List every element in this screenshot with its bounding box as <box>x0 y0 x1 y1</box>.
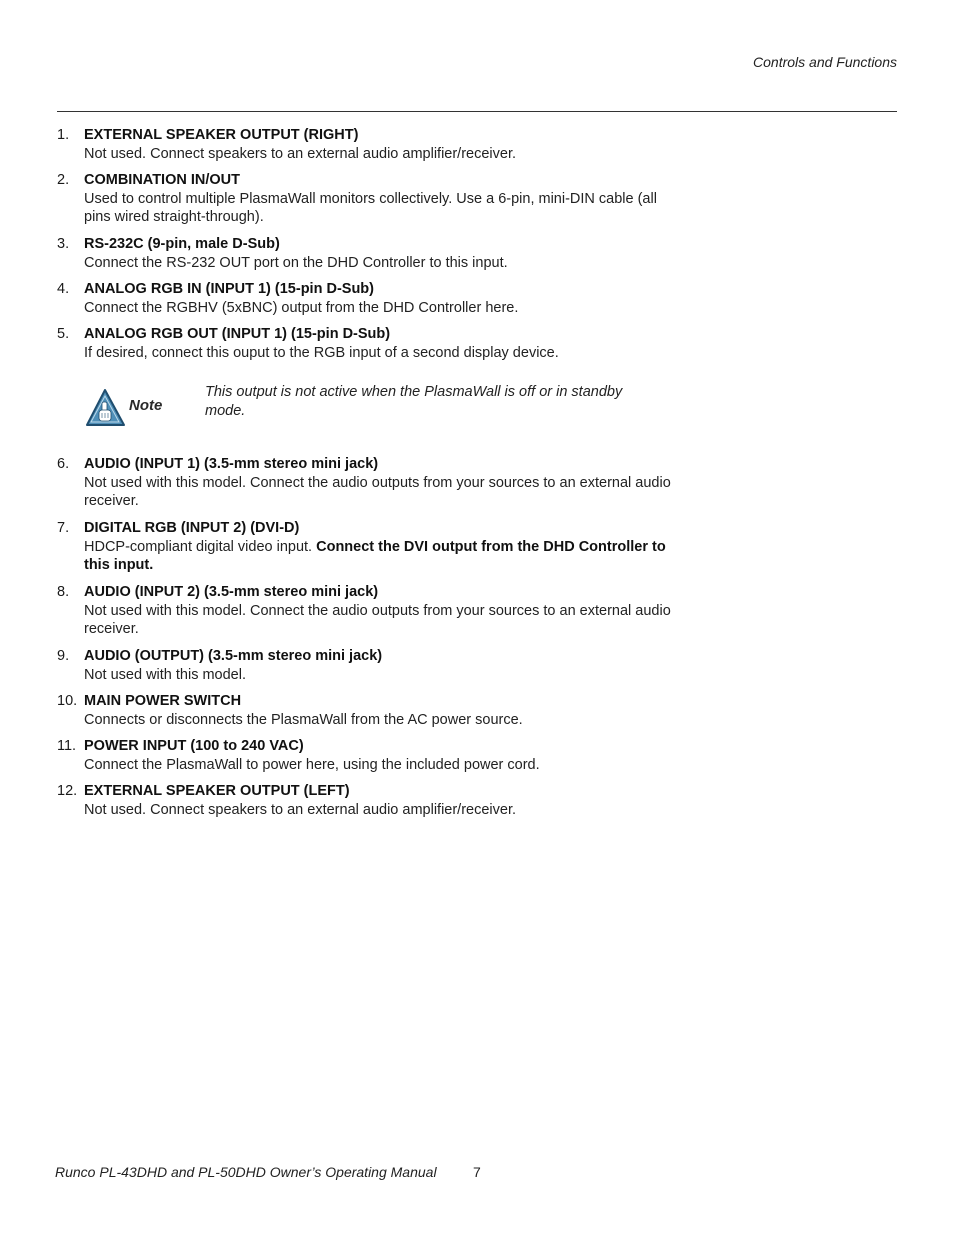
note-label: Note <box>129 397 163 414</box>
footer-manual-title: Runco PL-43DHD and PL-50DHD Owner’s Operating Manual <box>55 1164 437 1180</box>
item-description: Connect the RGBHV (5xBNC) output from the DHD Controller here. <box>84 299 519 316</box>
item-description: Not used. Connect speakers to an external audio amplifier/receiver. <box>84 801 517 818</box>
list-item <box>57 737 677 774</box>
item-description: Not used with this model. <box>84 666 246 683</box>
item-heading: ANALOG RGB OUT (INPUT 1) (15-pin D-Sub) <box>84 326 391 342</box>
list-item <box>57 647 677 684</box>
item-description-emphasis: Connect the DVI output from the DHD Controller to this input. <box>84 538 666 573</box>
item-heading: RS-232C (9-pin, male D-Sub) <box>84 236 280 252</box>
item-description: Used to control multiple PlasmaWall monitors collectively. Use a 6-pin, mini-DIN cable (all pins wired straight-through). <box>84 190 657 225</box>
item-number: 12. <box>57 783 78 799</box>
item-number: 6. <box>57 456 70 472</box>
item-number: 3. <box>57 236 70 252</box>
item-description: Connect the RS-232 OUT port on the DHD Controller to this input. <box>84 254 508 271</box>
item-number: 2. <box>57 172 70 188</box>
list-item <box>57 126 677 163</box>
header-divider <box>57 111 897 112</box>
item-description: Not used with this model. Connect the audio outputs from your sources to an external audio receiver. <box>84 602 671 637</box>
item-number: 5. <box>57 326 70 342</box>
item-description: Not used. Connect speakers to an external audio amplifier/receiver. <box>84 145 517 162</box>
list-item <box>57 583 677 639</box>
list-item <box>57 692 677 729</box>
item-description: Not used with this model. Connect the audio outputs from your sources to an external audio receiver. <box>84 474 671 509</box>
item-description: Connects or disconnects the PlasmaWall from the AC power source. <box>84 711 523 728</box>
item-heading: EXTERNAL SPEAKER OUTPUT (RIGHT) <box>84 127 359 143</box>
item-heading: AUDIO (INPUT 1) (3.5-mm stereo mini jack) <box>84 456 379 472</box>
item-number: 1. <box>57 127 70 143</box>
item-heading: AUDIO (INPUT 2) (3.5-mm stereo mini jack) <box>84 584 379 600</box>
item-heading: DIGITAL RGB (INPUT 2) (DVI-D) <box>84 520 300 536</box>
item-number: 9. <box>57 648 70 664</box>
list-item <box>57 235 677 272</box>
item-heading: POWER INPUT (100 to 240 VAC) <box>84 738 304 754</box>
item-number: 7. <box>57 520 70 536</box>
item-heading: ANALOG RGB IN (INPUT 1) (15-pin D-Sub) <box>84 281 374 297</box>
item-heading: EXTERNAL SPEAKER OUTPUT (LEFT) <box>84 783 350 799</box>
item-description <box>84 538 677 575</box>
list-item <box>57 280 677 317</box>
list-item <box>57 519 677 575</box>
note-text: This output is not active when the PlasmaWall is off or in standby mode. <box>205 384 623 419</box>
running-header: Controls and Functions <box>753 54 897 70</box>
item-heading: COMBINATION IN/OUT <box>84 172 240 188</box>
item-heading: MAIN POWER SWITCH <box>84 693 242 709</box>
list-item <box>57 455 677 511</box>
note-pointing-hand-icon <box>86 388 128 428</box>
page-number: 7 <box>473 1164 481 1180</box>
list-item <box>57 325 677 362</box>
item-description: If desired, connect this ouput to the RGB input of a second display device. <box>84 344 559 361</box>
item-description-text: HDCP-compliant digital video input. <box>84 538 317 555</box>
item-number: 11. <box>57 738 77 754</box>
item-number: 10. <box>57 693 78 709</box>
list-item <box>57 171 677 227</box>
list-item <box>57 782 677 819</box>
item-number: 8. <box>57 584 70 600</box>
item-description: Connect the PlasmaWall to power here, using the included power cord. <box>84 756 540 773</box>
item-heading: AUDIO (OUTPUT) (3.5-mm stereo mini jack) <box>84 648 383 664</box>
item-number: 4. <box>57 281 70 297</box>
